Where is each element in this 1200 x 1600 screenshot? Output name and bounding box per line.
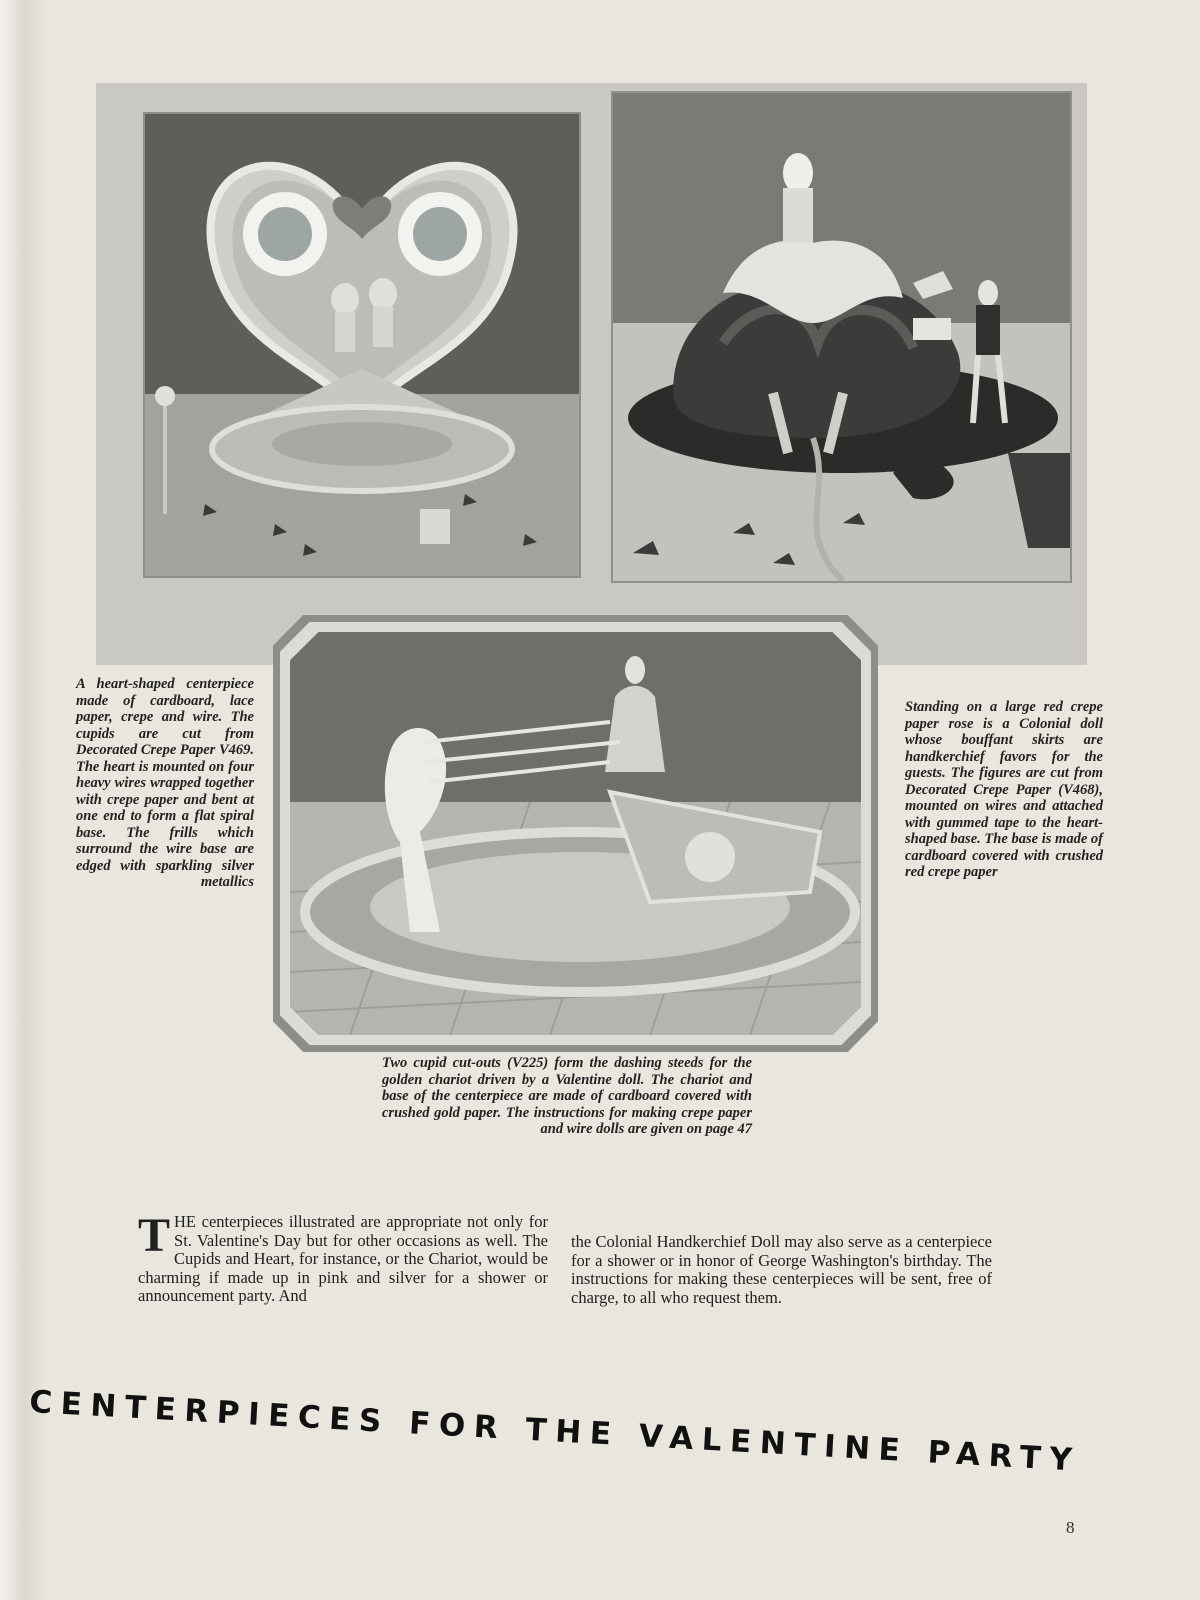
chariot-centerpiece-photo (290, 632, 861, 1035)
page-edge (0, 0, 44, 1600)
body-text-right-column: the Colonial Handkerchief Doll may also serve as a centerpiece for a shower or in honor of George Washington's birthday. The instructions for making these centerpieces will be sent, free of charge, to all who request them. (571, 1232, 992, 1307)
body-text-left: HE centerpieces illustrated are appropriate not only for St. Valentine's Day but for other occasions as well. The Cupids and Heart, for instance, or the Chariot, would be charming if made up in pink and silver for a shower or announcement party. And (138, 1212, 548, 1305)
heart-centerpiece-photo (143, 112, 581, 578)
chariot-photo-frame (273, 615, 878, 1052)
chariot-photo-mat (280, 622, 871, 1045)
page-title-text: CENTERPIECES FOR THE VALENTINE PARTY (28, 1384, 1079, 1479)
chariot-caption: Two cupid cut-outs (V225) form the dashing steeds for the golden chariot driven by a Valentine doll. The chariot and base of the centerpiece are made of cardboard covered with crushed gold paper. The instructions for making crepe paper and wire dolls are given on page 47 (382, 1055, 752, 1137)
body-text-left-column (138, 1209, 548, 1306)
colonial-doll-photo (611, 91, 1072, 583)
page-title (28, 1384, 1110, 1512)
colonial-doll-caption: Standing on a large red crepe paper rose is a Colonial doll whose bouffant skirts are handkerchief favors for the guests. The figures are cut from Decorated Crepe Paper (V468), mounted on wires and attached with gummed tape to the heart-shaped base. The base is made of cardboard covered with crushed red crepe paper (905, 699, 1103, 880)
drop-cap: T (138, 1209, 171, 1262)
page-number: 8 (1066, 1518, 1075, 1537)
heart-centerpiece-caption: A heart-shaped centerpiece made of cardboard, lace paper, crepe and wire. The cupids are cut from Decorated Crepe Paper V469. The heart is mounted on four heavy wires wrapped together with crepe paper and bent at one end to form a flat spiral base. The frills which surround the wire base are edged with sparkling silver metallics (76, 676, 254, 890)
